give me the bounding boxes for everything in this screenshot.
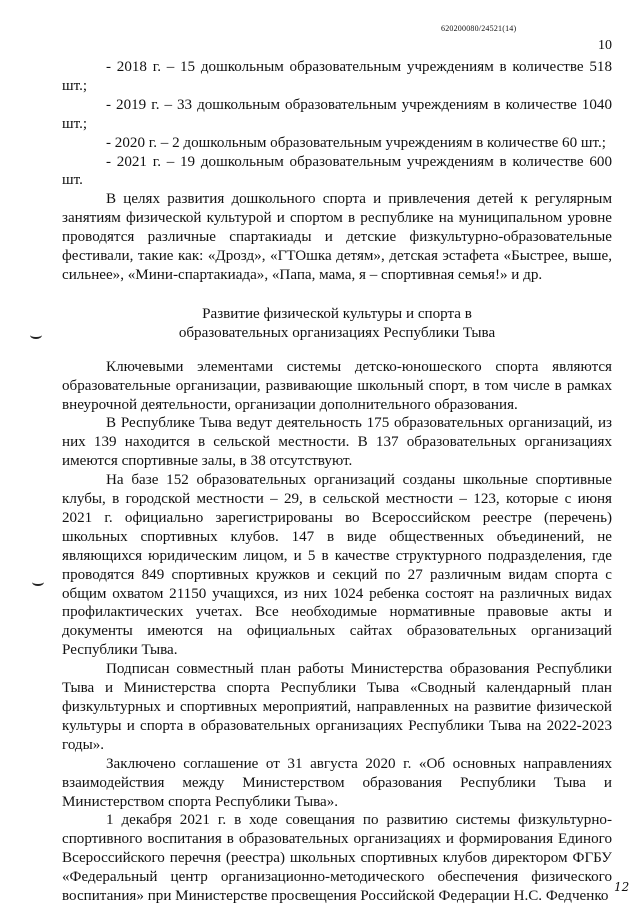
paragraph: Заключено соглашение от 31 августа 2020 г. «Об основных направлениях взаимодействия между Министерством образования Республики Тыва и Министерством спорта Республики Тыва». — [62, 755, 612, 810]
document-body — [62, 58, 612, 906]
handwritten-page-number: 12 — [614, 880, 630, 894]
document-id: 620200080/24521(14) — [441, 24, 517, 33]
paragraph: - 2019 г. – 33 дошкольным образовательным учреждениям в количестве 1040 шт.; — [62, 96, 612, 132]
paragraph: - 2018 г. – 15 дошкольным образовательным учреждениям в количестве 518 шт.; — [62, 59, 612, 94]
binding-hole-mark — [30, 331, 42, 339]
page-number: 10 — [598, 38, 612, 53]
paragraph: - 2021 г. – 19 дошкольным образовательным учреждениям в количестве 600 шт. — [62, 153, 612, 189]
paragraph: 1 декабря 2021 г. в ходе совещания по развитию системы физкультурно-спортивного воспитания в образовательных организациях и формирования Единого Всероссийского перечня (реестра) школьных спортивных клубов директором ФГБУ «Федеральный центр организационно-методического обеспечения физического воспитания» при Министерстве просвещения Российской Федерации Н.С. Федченко — [62, 812, 612, 905]
paragraph: На базе 152 образовательных организаций созданы школьные спортивные клубы, в городской местности – 29, в сельской местности – 123, которые с июня 2021 г. официально зарегистрированы во Всероссийском реестре (перечень) школьных спортивных клубов. 147 в виде общественных объединений, не являющихся юридическим лицом, и 5 в качестве структурного подразделения, где проводятся 849 спортивных кружков и секций по 27 различным видам спорта с общим охватом 21150 учащихся, из них 1024 ребенка состоят на различных видах профилактических учетах. Все необходимые нормативные правовые акты и документы имеются на официальных сайтах образовательных организаций Республики Тыва. — [62, 472, 612, 659]
section-heading-line: Развитие физической культуры и спорта в — [202, 305, 472, 322]
paragraph: Подписан совместный план работы Министерства образования Республики Тыва и Министерства спорта Республики Тыва «Сводный календарный план физкультурных и спортивных мероприятий, направленных на развитие физической культуры и спорта в образовательных организациях Республики Тыва на 2022-2023 годы». — [62, 661, 612, 753]
binding-hole-mark — [32, 578, 44, 586]
paragraph: В Республике Тыва ведут деятельность 175 образовательных организаций, из них 139 находится в сельской местности. В 137 образовательных организациях имеются спортивные залы, в 38 отсутствуют. — [62, 415, 612, 470]
section-heading — [62, 305, 612, 343]
paragraph: - 2020 г. – 2 дошкольным образовательным учреждениям в количестве 60 шт.; — [106, 134, 606, 151]
paragraph: Ключевыми элементами системы детско-юношеского спорта являются образовательные организации, развивающие школьный спорт, в том числе в рамках внеурочной деятельности, организации дополнительного образования. — [62, 358, 612, 413]
section-heading-line: образовательных организациях Республики Тыва — [178, 324, 496, 341]
paragraph: В целях развития дошкольного спорта и привлечения детей к регулярным занятиям физической культурой и спортом в республике на муниципальном уровне проводятся различные спартакиады и детские физкультурно-образовательные фестивали, такие как: «Дрозд», «ГТОшка детям», детская эстафета «Быстрее, выше, сильнее», «Мини-спартакиада», «Папа, мама, я – спортивная семья!» и др. — [62, 191, 612, 283]
